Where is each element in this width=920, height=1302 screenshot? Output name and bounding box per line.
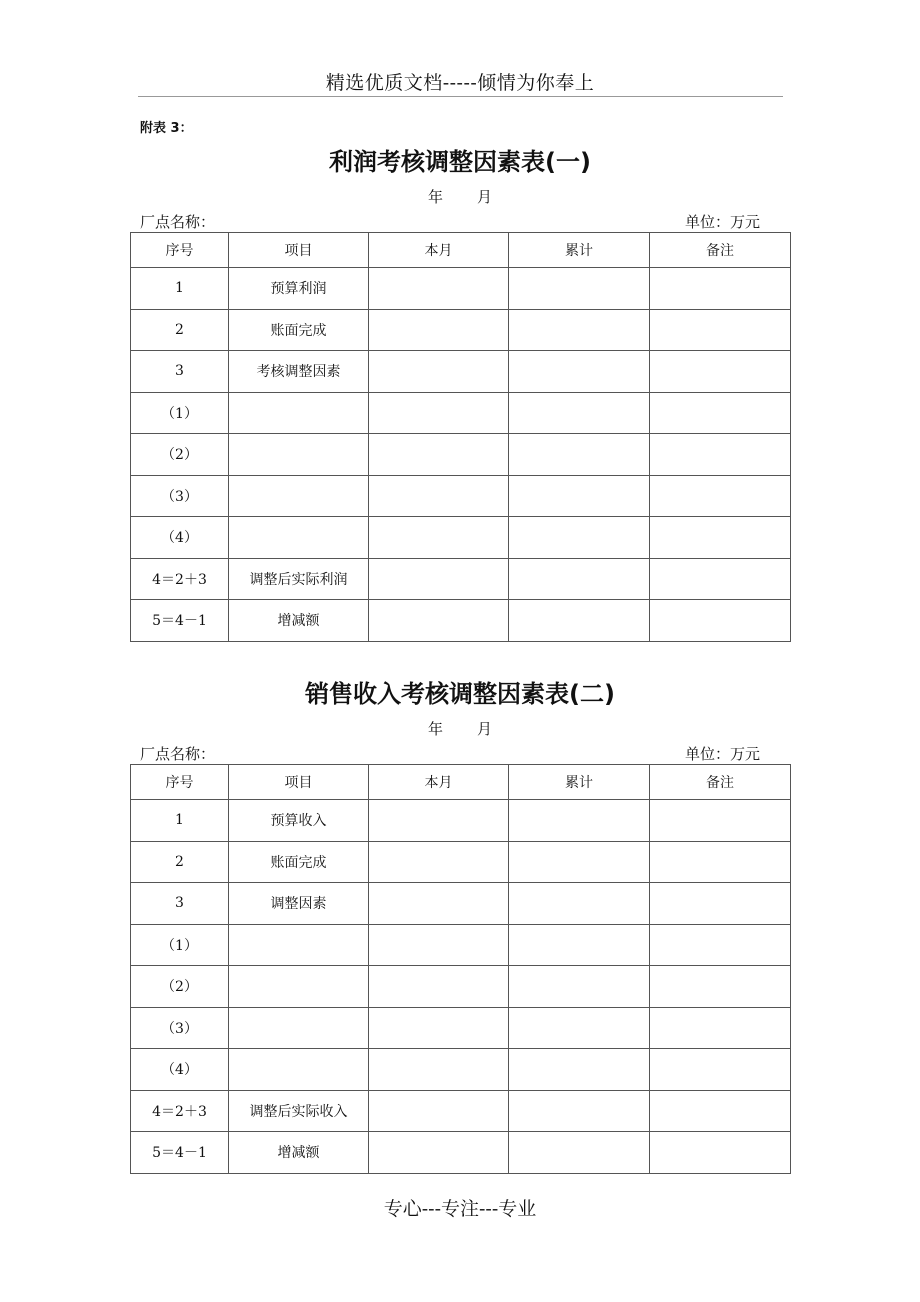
cumulative-cell[interactable] xyxy=(509,841,650,883)
table-1-year-month xyxy=(0,186,920,207)
table-1-title: 利润考核调整因素表(一) xyxy=(329,148,591,176)
table-row xyxy=(131,1007,791,1049)
table-2-year-month xyxy=(0,718,920,739)
cumulative-cell[interactable] xyxy=(509,1132,650,1174)
seq-cell: 5＝4－1 xyxy=(131,600,229,642)
cumulative-cell[interactable] xyxy=(509,268,650,310)
cumulative-cell[interactable] xyxy=(509,434,650,476)
column-header-item: 项目 xyxy=(229,233,369,268)
cumulative-cell[interactable] xyxy=(509,475,650,517)
this-month-cell[interactable] xyxy=(369,841,509,883)
table-row xyxy=(131,841,791,883)
cumulative-cell[interactable] xyxy=(509,924,650,966)
seq-cell: 3 xyxy=(131,351,229,393)
seq-cell: （2） xyxy=(131,434,229,476)
column-header-this-month: 本月 xyxy=(369,233,509,268)
this-month-cell[interactable] xyxy=(369,600,509,642)
table-row xyxy=(131,1049,791,1091)
column-header-seq: 序号 xyxy=(131,765,229,800)
seq-cell: 4＝2＋3 xyxy=(131,558,229,600)
this-month-cell[interactable] xyxy=(369,558,509,600)
item-cell: 调整后实际收入 xyxy=(229,1090,369,1132)
cumulative-cell[interactable] xyxy=(509,1007,650,1049)
item-cell: 账面完成 xyxy=(229,841,369,883)
item-cell[interactable] xyxy=(229,924,369,966)
column-header-cumulative: 累计 xyxy=(509,765,650,800)
item-cell[interactable] xyxy=(229,475,369,517)
seq-cell: 1 xyxy=(131,800,229,842)
table-row xyxy=(131,268,791,310)
seq-cell: （2） xyxy=(131,966,229,1008)
year-label: 年 xyxy=(427,720,443,738)
page-footer: 专心---专注---专业 xyxy=(383,1198,537,1220)
remarks-cell[interactable] xyxy=(650,558,791,600)
seq-cell: （1） xyxy=(131,924,229,966)
table-2-factory-label: 厂点名称： xyxy=(140,745,216,763)
item-cell: 预算利润 xyxy=(229,268,369,310)
seq-cell: 3 xyxy=(131,883,229,925)
cumulative-cell[interactable] xyxy=(509,1049,650,1091)
table-row xyxy=(131,392,791,434)
item-cell[interactable] xyxy=(229,966,369,1008)
item-cell: 考核调整因素 xyxy=(229,351,369,393)
table-1-unit-label: 单位：万元 xyxy=(684,213,760,231)
table-row xyxy=(131,800,791,842)
this-month-cell[interactable] xyxy=(369,392,509,434)
item-cell: 预算收入 xyxy=(229,800,369,842)
cumulative-cell[interactable] xyxy=(509,392,650,434)
seq-cell: 2 xyxy=(131,309,229,351)
table-row xyxy=(131,1090,791,1132)
table-row xyxy=(131,309,791,351)
item-cell[interactable] xyxy=(229,392,369,434)
this-month-cell[interactable] xyxy=(369,475,509,517)
remarks-cell[interactable] xyxy=(650,966,791,1008)
table-row xyxy=(131,600,791,642)
item-cell[interactable] xyxy=(229,1049,369,1091)
table-row xyxy=(131,475,791,517)
table-2-title: 销售收入考核调整因素表(二) xyxy=(305,680,615,708)
this-month-cell[interactable] xyxy=(369,966,509,1008)
remarks-cell[interactable] xyxy=(650,841,791,883)
month-label: 月 xyxy=(477,720,493,738)
remarks-cell[interactable] xyxy=(650,800,791,842)
cumulative-cell[interactable] xyxy=(509,883,650,925)
column-header-this-month: 本月 xyxy=(369,765,509,800)
cumulative-cell[interactable] xyxy=(509,558,650,600)
table-1-factory-label: 厂点名称： xyxy=(140,213,216,231)
table-row xyxy=(131,883,791,925)
seq-cell: 4＝2＋3 xyxy=(131,1090,229,1132)
table-row xyxy=(131,351,791,393)
remarks-cell[interactable] xyxy=(650,1090,791,1132)
this-month-cell[interactable] xyxy=(369,800,509,842)
seq-cell: （1） xyxy=(131,392,229,434)
remarks-cell[interactable] xyxy=(650,268,791,310)
remarks-cell[interactable] xyxy=(650,1007,791,1049)
this-month-cell[interactable] xyxy=(369,1132,509,1174)
this-month-cell[interactable] xyxy=(369,517,509,559)
remarks-cell[interactable] xyxy=(650,1132,791,1174)
this-month-cell[interactable] xyxy=(369,1090,509,1132)
this-month-cell[interactable] xyxy=(369,268,509,310)
cumulative-cell[interactable] xyxy=(509,600,650,642)
remarks-cell[interactable] xyxy=(650,517,791,559)
table-row xyxy=(131,924,791,966)
item-cell: 增减额 xyxy=(229,600,369,642)
seq-cell: 2 xyxy=(131,841,229,883)
column-header-seq: 序号 xyxy=(131,233,229,268)
seq-cell: （4） xyxy=(131,517,229,559)
item-cell: 增减额 xyxy=(229,1132,369,1174)
seq-cell: 1 xyxy=(131,268,229,310)
seq-cell: （3） xyxy=(131,475,229,517)
table-row xyxy=(131,1132,791,1174)
this-month-cell[interactable] xyxy=(369,1007,509,1049)
remarks-cell[interactable] xyxy=(650,309,791,351)
item-cell: 账面完成 xyxy=(229,309,369,351)
page-header: 精选优质文档-----倾情为你奉上 xyxy=(325,72,595,94)
column-header-remarks: 备注 xyxy=(650,765,791,800)
cumulative-cell[interactable] xyxy=(509,966,650,1008)
column-header-remarks: 备注 xyxy=(650,233,791,268)
cumulative-cell[interactable] xyxy=(509,1090,650,1132)
remarks-cell[interactable] xyxy=(650,434,791,476)
remarks-cell[interactable] xyxy=(650,883,791,925)
profit-adjustment-table xyxy=(130,232,791,642)
table-row xyxy=(131,966,791,1008)
seq-cell: 5＝4－1 xyxy=(131,1132,229,1174)
table-2-unit-label: 单位：万元 xyxy=(684,745,760,763)
table-row xyxy=(131,558,791,600)
seq-cell: （3） xyxy=(131,1007,229,1049)
remarks-cell[interactable] xyxy=(650,392,791,434)
this-month-cell[interactable] xyxy=(369,883,509,925)
sales-revenue-adjustment-table xyxy=(130,764,791,1174)
header-divider xyxy=(138,96,783,97)
cumulative-cell[interactable] xyxy=(509,517,650,559)
this-month-cell[interactable] xyxy=(369,434,509,476)
table-row xyxy=(131,434,791,476)
item-cell[interactable] xyxy=(229,517,369,559)
seq-cell: （4） xyxy=(131,1049,229,1091)
cumulative-cell[interactable] xyxy=(509,351,650,393)
item-cell: 调整后实际利润 xyxy=(229,558,369,600)
year-label: 年 xyxy=(427,188,443,206)
remarks-cell[interactable] xyxy=(650,924,791,966)
remarks-cell[interactable] xyxy=(650,351,791,393)
item-cell: 调整因素 xyxy=(229,883,369,925)
column-header-item: 项目 xyxy=(229,765,369,800)
table-header-row xyxy=(131,765,791,800)
cumulative-cell[interactable] xyxy=(509,309,650,351)
table-row xyxy=(131,517,791,559)
remarks-cell[interactable] xyxy=(650,600,791,642)
table-header-row xyxy=(131,233,791,268)
appendix-label: 附表 3： xyxy=(140,121,193,136)
remarks-cell[interactable] xyxy=(650,475,791,517)
item-cell[interactable] xyxy=(229,1007,369,1049)
this-month-cell[interactable] xyxy=(369,309,509,351)
month-label: 月 xyxy=(477,188,493,206)
item-cell[interactable] xyxy=(229,434,369,476)
this-month-cell[interactable] xyxy=(369,1049,509,1091)
remarks-cell[interactable] xyxy=(650,1049,791,1091)
this-month-cell[interactable] xyxy=(369,924,509,966)
cumulative-cell[interactable] xyxy=(509,800,650,842)
this-month-cell[interactable] xyxy=(369,351,509,393)
column-header-cumulative: 累计 xyxy=(509,233,650,268)
